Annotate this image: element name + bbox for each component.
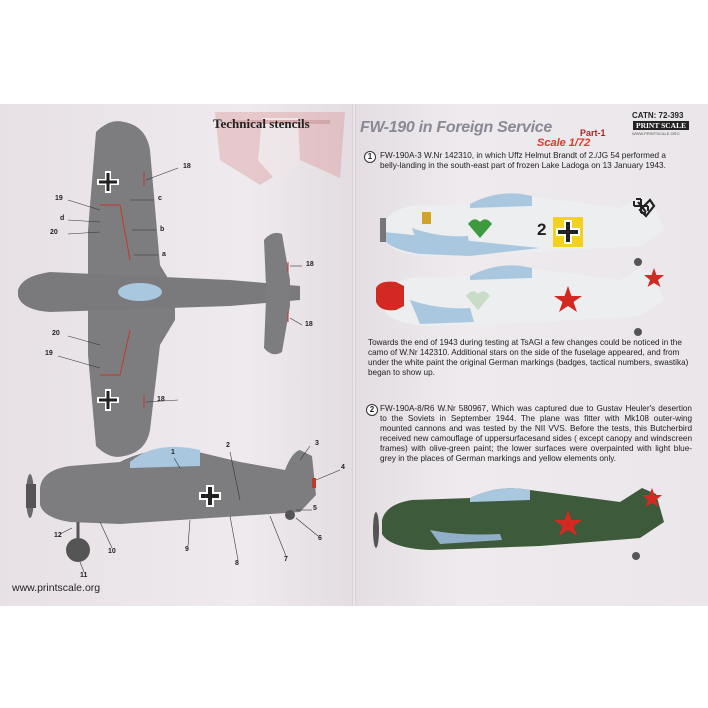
section-number-badge: 1 [364,151,376,163]
footer-url: www.printscale.org [12,582,101,594]
stencils-title: Technical stencils [213,116,310,131]
stencil-label: 9 [185,546,189,553]
brand-subtext: WWW.PRINTSCALE.ORG [632,131,680,136]
stencil-label: 19 [55,195,63,202]
stencil-label: 12 [54,532,62,539]
catalog-number: CATN: 72-393 [632,111,684,120]
stencil-label: 7 [284,556,288,563]
stencil-label: 8 [235,560,239,567]
part-label: Part-1 [580,128,606,138]
stencil-label: 5 [313,505,317,512]
stencil-label: d [60,215,65,222]
stencil-label: 18 [183,163,191,170]
stencil-label: a [162,251,166,258]
brand-logo: PRINT SCALE [633,121,689,130]
stencil-label: c [158,195,162,202]
stencil-label: 11 [80,572,88,579]
stencil-label: 1 [171,449,175,456]
stencil-label: 18 [306,261,314,268]
middle-text: Towards the end of 1943 during testing at TsAGI a few changes could be noticed in the camo of W.Nr 142310. Additional stars on the side of the fuselage appeared, and from under the white paint the original German markings (badges, tactical numbers, swastika) began to show up. [368,338,689,377]
stencil-label: 3 [315,440,319,447]
stencil-label: 6 [318,535,322,542]
stencil-label: 18 [157,396,165,403]
stencil-label: b [160,226,165,233]
page-title: FW-190 in Foreign Service [360,119,552,136]
scale-label: Scale 1/72 [537,137,591,149]
section-number-badge: 2 [366,404,378,416]
stencil-label: 4 [341,464,345,471]
stencil-label: 20 [50,229,58,236]
stencil-label: 20 [52,330,60,337]
stencil-label: 18 [305,321,313,328]
stencil-label: 10 [108,548,116,555]
section-2-text: FW-190A-8/R6 W.Nr 580967, Which was captured due to Gustav Heuler's desertion to the Soviets in September 1944. The plane was fitter with Mk108 outer-wing mounted cannons and was tested by the NII VVS. Before the tests, this Butcherbird received new camouflage of uppersurfacesand sides ( except canopy and windscreen frames) with olive-green paint; the lower surfaces were overpainted with light blue-grey in the places of German markings and yellow elements only. [380,404,692,463]
section-1-text: FW-190A-3 W.Nr 142310, in which Uffz Helmut Brandt of 2./JG 54 performed a belly-landing in the south-east part of frozen Lake Ladoga on 13 January 1943. [380,151,666,170]
stencil-label: 19 [45,350,53,357]
stencil-label: 2 [226,442,230,449]
tactical-number: 2 [537,220,547,239]
